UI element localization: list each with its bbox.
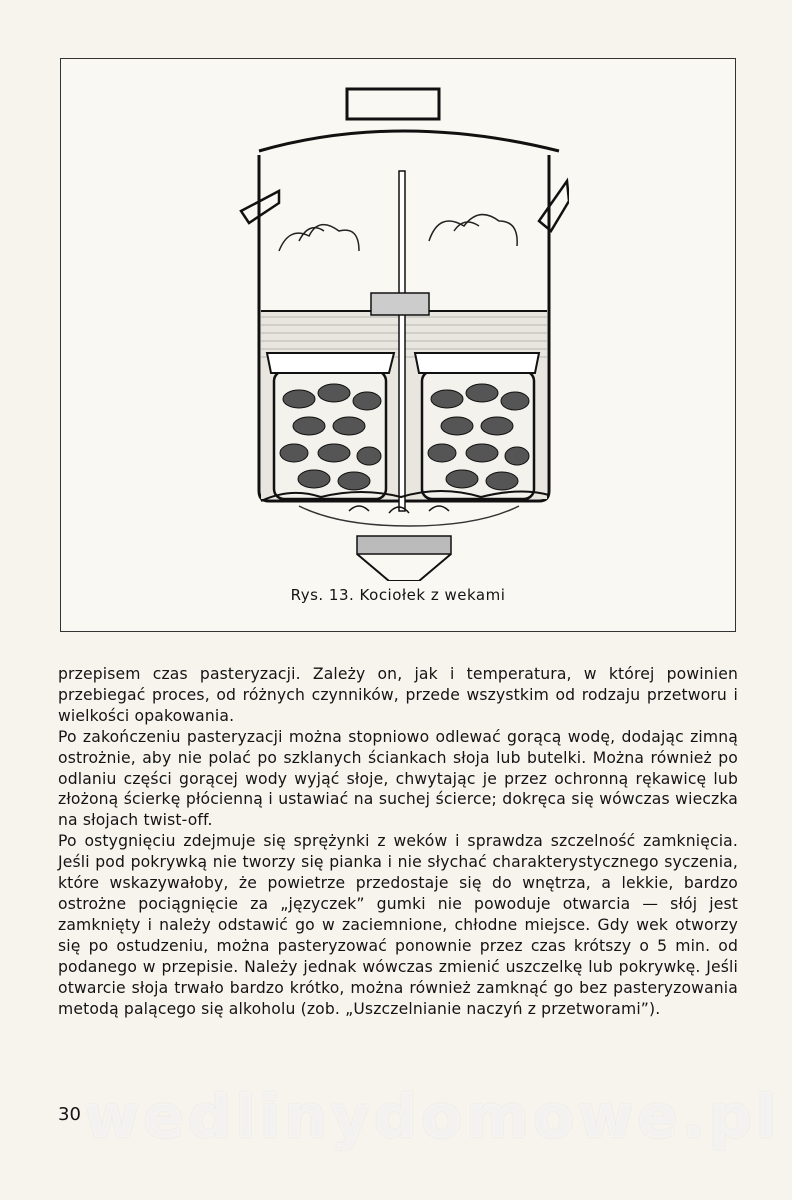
paragraph: przepisem czas pasteryzacji. Zależy on, jak i temperatura, w której powinien przebiegać proces, od różnych czynników, przede wszystkim od rodzaju przetworu i wielkości opakowania.	[58, 665, 738, 725]
page-number: 30	[58, 1104, 81, 1125]
figure-frame	[60, 58, 736, 632]
body-text	[58, 664, 738, 1019]
paragraph: Po zakończeniu pasteryzacji można stopniowo odlewać gorącą wodę, dodając zimną ostrożnie, aby nie polać po szklanych ściankach słoja lub butelki. Można również po odlaniu części gorącej wody wyjąć słoje, chwytając je przez ochronną rękawicę lub złożoną ścierkę płócienną i ustawiać na suchej ścierce; dokręca się wówczas wieczka na słojach twist-off.	[58, 727, 738, 830]
figure-caption: Rys. 13. Kociołek z wekami	[290, 586, 506, 604]
watermark: wedlinydomowe.pl	[84, 1082, 781, 1152]
kettle-with-jars-illustration	[239, 81, 569, 581]
paragraph: Po ostygnięciu zdejmuje się sprężynki z weków i sprawdza szczelność zamknięcia. Jeśli pod pokrywką nie tworzy się pianka i nie słychać charakterystycznego syczenia, które wskazywałoby, że powietrze przedostaje się do wnętrza, a lekkie, bardzo ostrożne pociągnięcie za „języczek” gumki nie powoduje otwarcia — słój jest zamknięty i należy odstawić go w zaciemnione, chłodne miejsce. Gdy wek otworzy się po ostudzeniu, można pasteryzować ponownie przez czas krótszy o 5 min. od podanego w przepisie. Należy jednak wówczas zmienić uszczelkę lub pokrywkę. Jeśli otwarcie słoja trwało bardzo krótko, można również zamknąć go bez pasteryzowania metodą palącego się alkoholu (zob. „Uszczelnianie naczyń z przetworami”).	[58, 832, 738, 1018]
